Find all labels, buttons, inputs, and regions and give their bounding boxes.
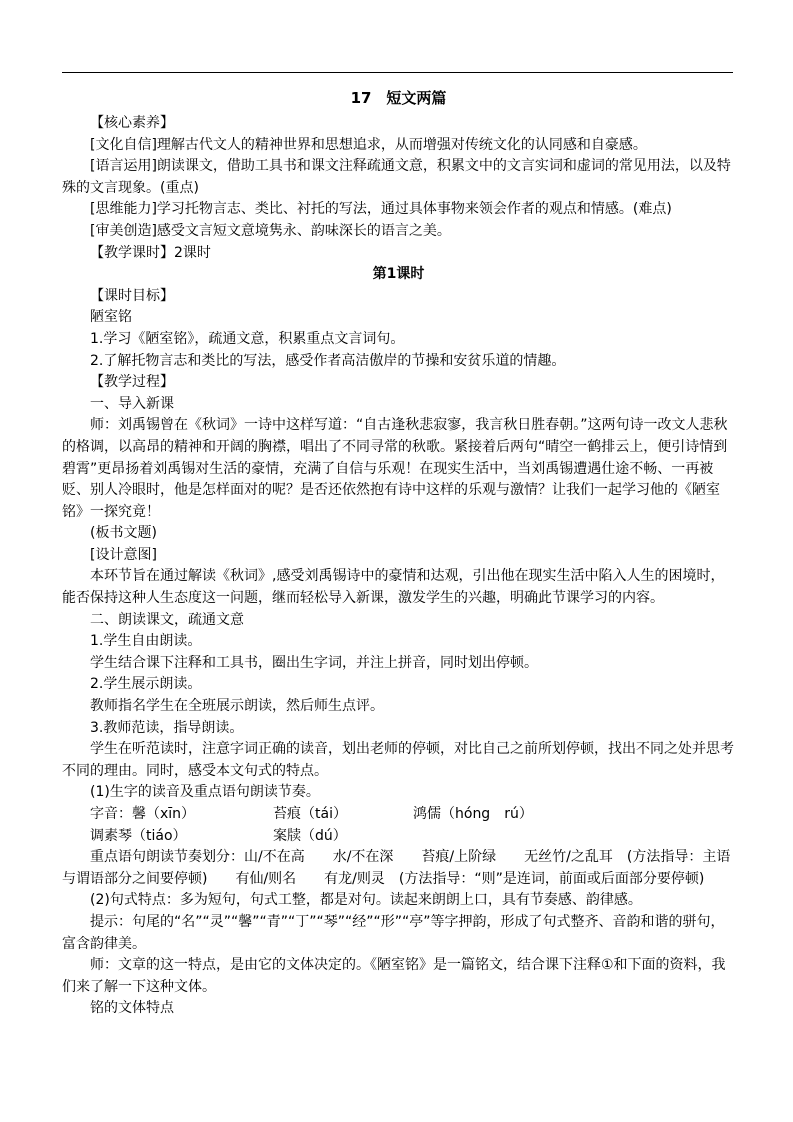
pronunciation-hongru: 鸿儒（hóng rú） — [413, 806, 533, 822]
header-rule — [62, 72, 733, 73]
note-board-title: (板书文题) — [90, 525, 157, 542]
paragraph-language-use: [语言运用]朗读课文，借助工具书和课文注释疏通文意，积累文中的文言实词和虚词的常见用法，以及特殊的文言现象。(重点) — [62, 158, 731, 196]
paragraph-class-hours: 【教学课时】2课时 — [90, 244, 211, 261]
heading-lesson-goals: 【课时目标】 — [90, 287, 174, 304]
page-title: 17 短文两篇 — [350, 89, 447, 107]
pronunciation-row-2 — [62, 826, 735, 848]
heading-ming-features: 铭的文体特点 — [90, 1000, 174, 1017]
pronunciation-tiao: 调素琴（tiáo） — [90, 827, 187, 844]
goal-item-1: 1.学习《陋室铭》，疏通文意，积累重点文言词句。 — [90, 330, 405, 347]
pronunciation-tai: 苔痕（tái） — [273, 806, 347, 822]
heading-core-literacy: 【核心素养】 — [90, 115, 174, 131]
paragraph-free-reading: 学生结合课下注释和工具书，圈出生字词，并注上拼音，同时划出停顿。 — [90, 654, 538, 671]
paragraph-design-intent: 本环节旨在通过解读《秋词》,感受刘禹锡诗中的豪情和达观，引出他在现实生活中陷入人生的困境时，能否保持这种人生态度这一问题，继而轻松导入新课，激发学生的兴趣，明确此节课学习的内容。 — [62, 568, 725, 607]
paragraph-hint: 提示：句尾的“名”“灵”“馨”“青”“丁”“琴”“经”“形”“亭”等字押韵，形成了句式整齐、音韵和谐的骈句，富含韵律美。 — [62, 913, 725, 952]
document-body — [62, 86, 735, 1020]
step-show-reading: 2.学生展示朗读。 — [90, 676, 202, 693]
goal-item-2: 2.了解托物言志和类比的写法，感受作者高洁傲岸的节操和安贫乐道的情趣。 — [90, 352, 566, 369]
step-teacher-reading: 3.教师范读，指导朗读。 — [90, 719, 244, 736]
paragraph-thinking-ability: [思维能力]学习托物言志、类比、衬托的写法，通过具体事物来领会作者的观点和情感。(难点) — [90, 201, 672, 218]
heading-teaching-process: 【教学过程】 — [90, 374, 174, 391]
paragraph-genre: 师：文章的这一特点，是由它的文体决定的。《陋室铭》是一篇铭文，结合课下注释①和下面的资料，我们来了解一下这种文体。 — [62, 957, 726, 995]
paragraph-show-reading: 教师指名学生在全班展示朗读，然后师生点评。 — [90, 698, 384, 715]
paragraph-rhythm: 重点语句朗读节奏划分：山/不在高 水/不在深 苔痕/上阶绿 无丝竹/之乱耳 (方法指导：主语与谓语部分之间要停顿) 有仙/则名 有龙/则灵 (方法指导：“则”是连词，前面或后面部分要停顿) — [62, 849, 731, 887]
pronunciation-row-1 — [62, 804, 735, 826]
pronunciation-du: 案牍（dú） — [273, 827, 347, 844]
section-introduction: 一、导入新课 — [90, 395, 174, 412]
paragraph-teacher-reading: 学生在听范读时，注意字词正确的读音，划出老师的停顿，对比自己之前所划停顿，找出不同之处并思考不同的理由。同时，感受本文句式的特点。 — [62, 741, 734, 779]
paragraph-teacher-intro: 师：刘禹锡曾在《秋词》一诗中这样写道：“自古逢秋悲寂寥，我言秋日胜春朝。”这两句诗一改文人悲秋的格调，以高昂的精神和开阔的胸襟，唱出了不同寻常的秋歌。紧接着后两句“晴空一鹤排云上，便引诗情到碧霄”更昂扬着刘禹锡对生活的豪情，充满了自信与乐观！在现实生活中，当刘禹锡遭遇仕途不畅、一再被贬、别人冷眼时，他是怎样面对的呢？是否还依然抱有诗中这样的乐观与激情？让我们一起学习他的《陋室铭》一探究竟！ — [62, 417, 728, 520]
lesson-heading: 第1课时 — [372, 266, 425, 283]
text-title-loushiming: 陋室铭 — [90, 309, 132, 326]
subitem-pronunciation: (1)生字的读音及重点语句朗读节奏。 — [90, 784, 320, 801]
section-reading: 二、朗读课文，疏通文意 — [90, 611, 244, 628]
paragraph-aesthetic-creation: [审美创造]感受文言短文意境隽永、韵味深长的语言之美。 — [90, 222, 451, 239]
step-free-reading: 1.学生自由朗读。 — [90, 633, 202, 650]
label-design-intent: [设计意图] — [90, 546, 157, 563]
paragraph-sentence-features: (2)句式特点：多为短句，句式工整，都是对句。读起来朗朗上口，具有节奏感、韵律感。 — [90, 892, 642, 909]
paragraph-cultural-confidence: [文化自信]理解古代文人的精神世界和思想追求，从而增强对传统文化的认同感和自豪感。 — [90, 136, 647, 153]
pronunciation-xin: 字音：馨（xīn） — [90, 806, 196, 822]
